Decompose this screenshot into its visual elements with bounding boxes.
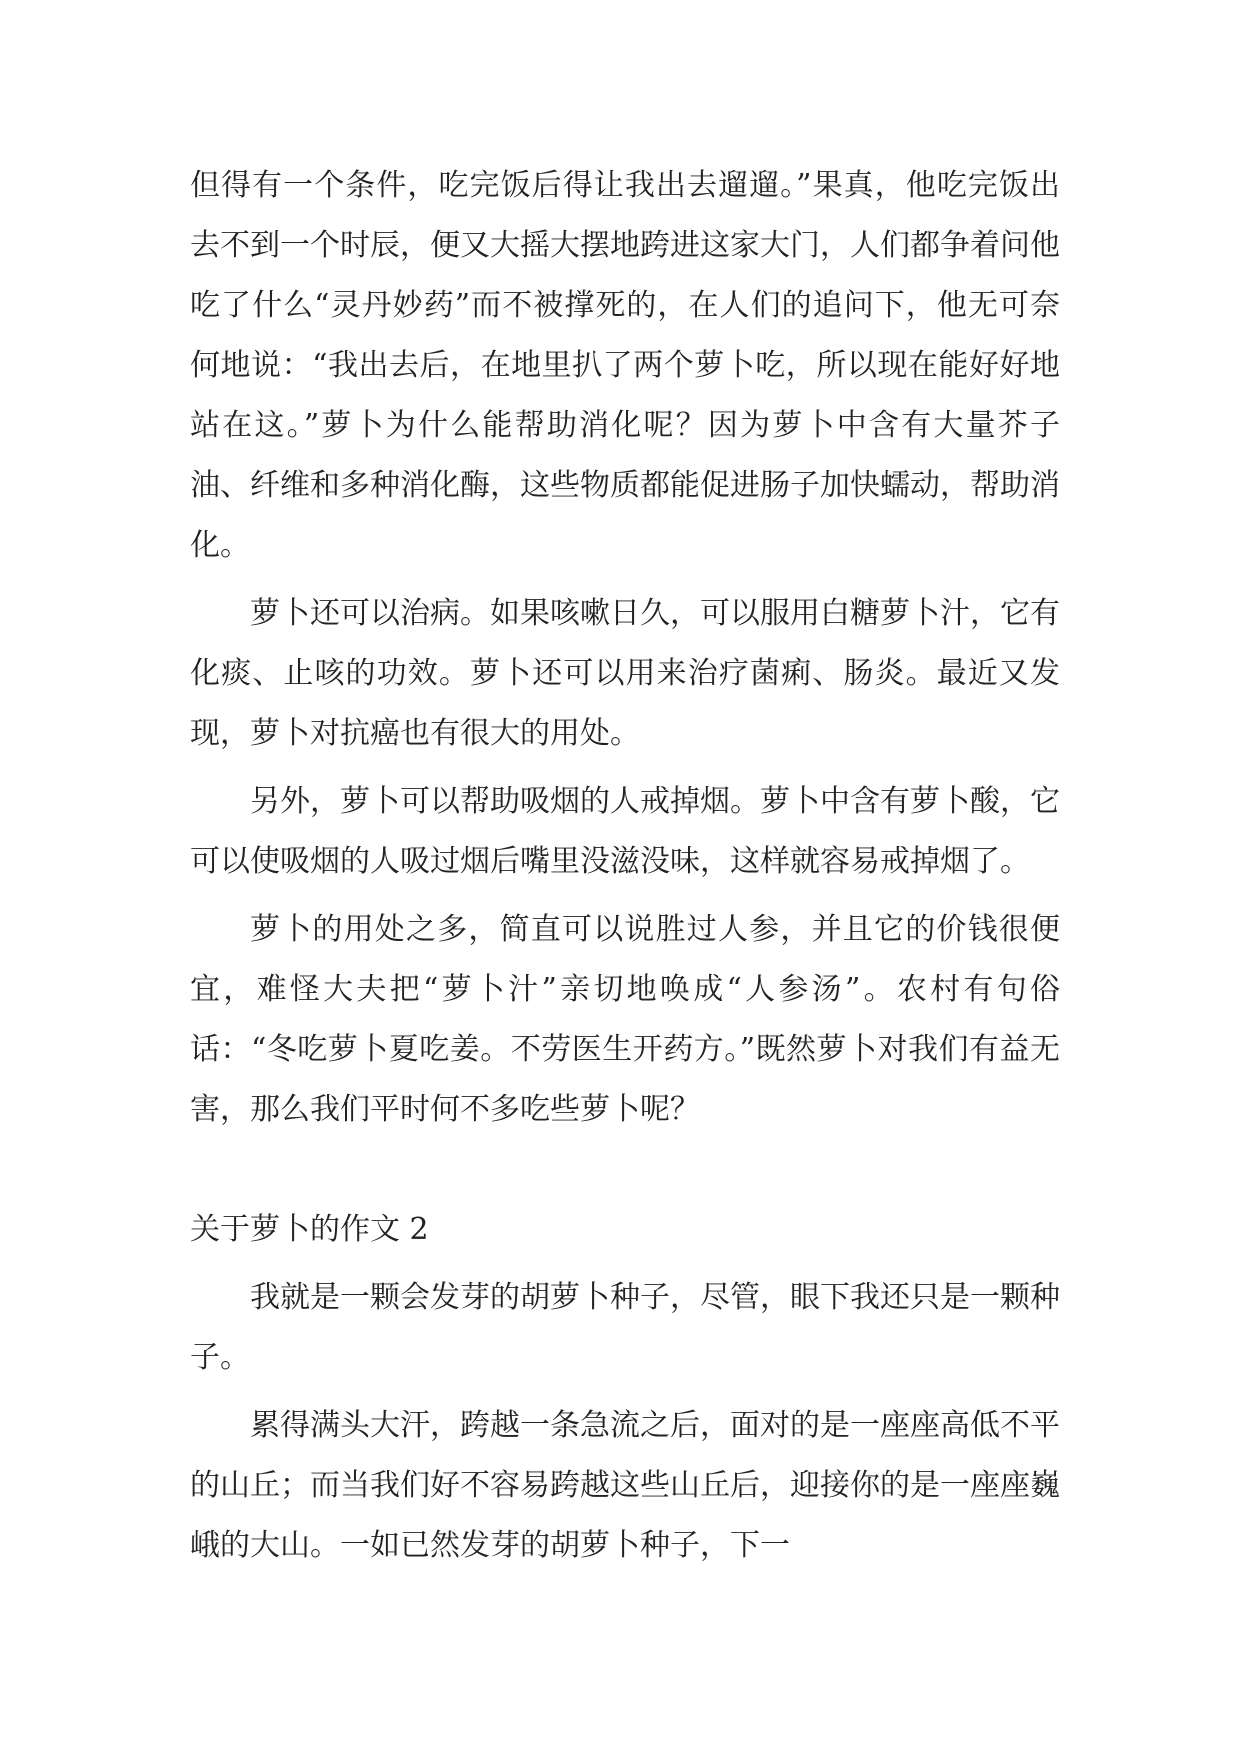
paragraph-journey: 累得满头大汗，跨越一条急流之后，面对的是一座座高低不平的山丘；而当我们好不容易跨越这些山丘后，迎接你的是一座座巍峨的大山。一如已然发芽的胡萝卜种子，下一 [190,1408,1060,1563]
paragraph-digestion: 但得有一个条件，吃完饭后得让我出去遛遛。”果真，他吃完饭出去不到一个时辰，便又大摇大摆地跨进这家大门，人们都争着问他吃了什么“灵丹妙药”而不被撑死的，在人们的追问下，他无可奈何地说：“我出去后，在地里扒了两个萝卜吃，所以现在能好好地站在这。”萝卜为什么能帮助消化呢？因为萝卜中含有大量芥子油、纤维和多种消化酶，这些物质都能促进肠子加快蠕动，帮助消化。 [190,168,1060,563]
document-page [190,156,1060,1584]
paragraph-cure: 萝卜还可以治病。如果咳嗽日久，可以服用白糖萝卜汁，它有化痰、止咳的功效。萝卜还可以用来治疗菌痢、肠炎。最近又发现，萝卜对抗癌也有很大的用处。 [190,596,1060,751]
paragraph-seed: 我就是一颗会发芽的胡萝卜种子，尽管，眼下我还只是一颗种子。 [190,1280,1060,1375]
paragraph-conclusion: 萝卜的用处之多，简直可以说胜过人参，并且它的价钱很便宜，难怪大夫把“萝卜汁”亲切地唤成“人参汤”。农村有句俗话：“冬吃萝卜夏吃姜。不劳医生开药方。”既然萝卜对我们有益无害，那么我们平时何不多吃些萝卜呢？ [190,912,1060,1127]
section-title: 关于萝卜的作文 2 [190,1212,429,1247]
paragraph-smoking: 另外，萝卜可以帮助吸烟的人戒掉烟。萝卜中含有萝卜酸，它可以使吸烟的人吸过烟后嘴里没滋没味，这样就容易戒掉烟了。 [190,784,1060,879]
